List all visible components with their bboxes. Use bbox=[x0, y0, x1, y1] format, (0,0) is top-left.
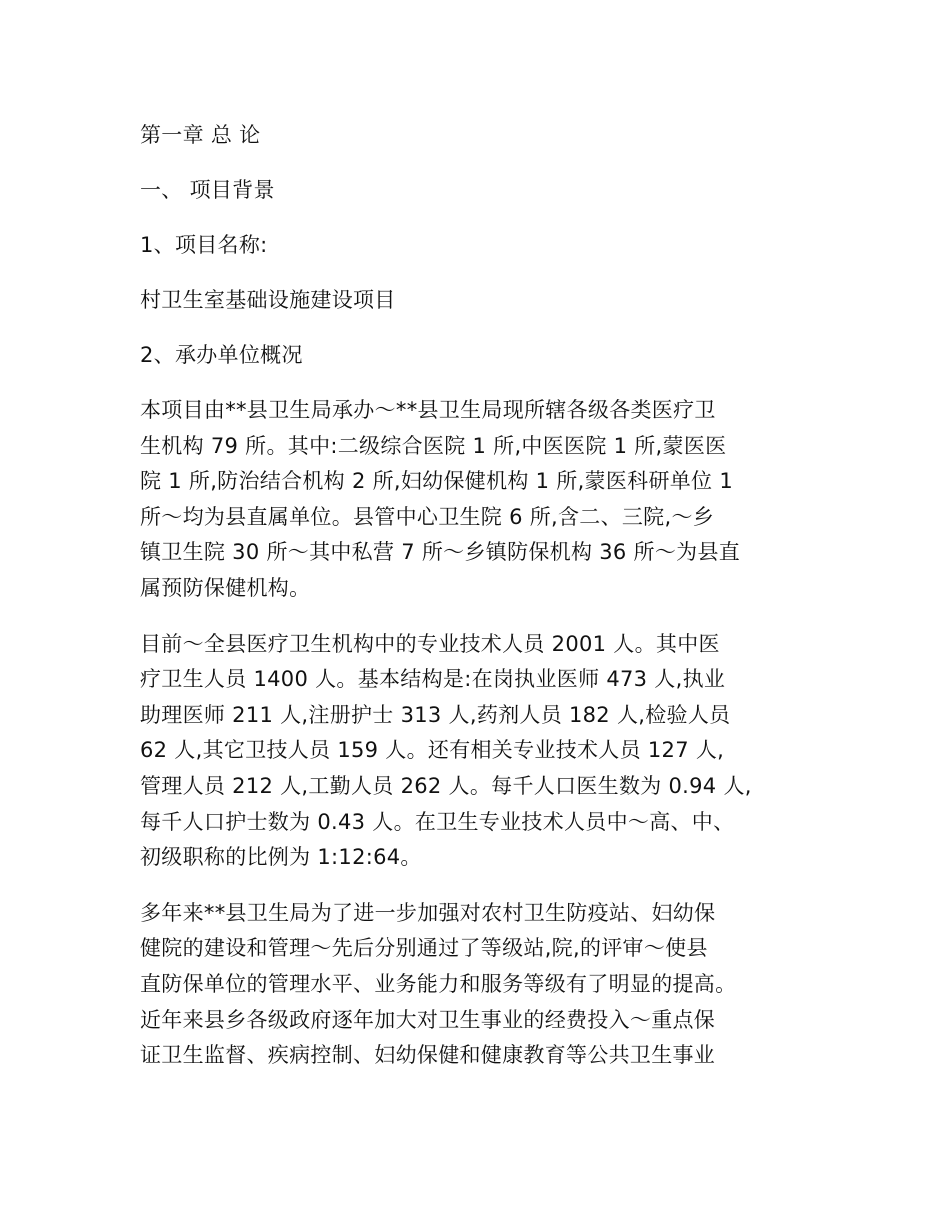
paragraph-line: 目前～全县医疗卫生机构中的专业技术人员 2001 人。其中医 bbox=[140, 631, 720, 656]
item2-title: 2、承办单位概况 bbox=[140, 343, 303, 367]
paragraph-line: 近年来县乡各级政府逐年加大对卫生事业的经费投入～重点保 bbox=[140, 1007, 716, 1032]
project-name: 村卫生室基础设施建设项目 bbox=[140, 288, 396, 312]
paragraph-line: 生机构 79 所。其中:二级综合医院 1 所,中医医院 1 所,蒙医医 bbox=[140, 433, 727, 458]
paragraph-organization bbox=[140, 393, 830, 607]
chapter-title: 第一章 总 论 bbox=[140, 123, 261, 147]
paragraph-staff bbox=[140, 627, 830, 876]
paragraph-line: 属预防保健机构。 bbox=[140, 575, 311, 600]
paragraph-line: 所～均为县直属单位。县管中心卫生院 6 所,含二、三院,～乡 bbox=[140, 504, 715, 529]
paragraph-line: 疗卫生人员 1400 人。基本结构是:在岗执业医师 473 人,执业 bbox=[140, 667, 726, 692]
paragraph-line: 健院的建设和管理～先后分别通过了等级站,院,的评审～使县 bbox=[140, 936, 708, 961]
paragraph-development bbox=[140, 896, 830, 1074]
section-title: 一、 项目背景 bbox=[140, 178, 275, 202]
paragraph-line: 多年来**县卫生局为了进一步加强对农村卫生防疫站、妇幼保 bbox=[140, 900, 716, 925]
paragraph-line: 本项目由**县卫生局承办～**县卫生局现所辖各级各类医疗卫 bbox=[140, 398, 716, 422]
paragraph-line: 证卫生监督、疾病控制、妇幼保健和健康教育等公共卫生事业 bbox=[140, 1043, 716, 1068]
paragraph-line: 初级职称的比例为 1:12:64。 bbox=[140, 845, 422, 870]
paragraph-line: 直防保单位的管理水平、业务能力和服务等级有了明显的提高。 bbox=[140, 971, 737, 996]
paragraph-line: 每千人口护士数为 0.43 人。在卫生专业技术人员中～高、中、 bbox=[140, 809, 735, 834]
paragraph-line: 助理医师 211 人,注册护士 313 人,药剂人员 182 人,检验人员 bbox=[140, 702, 731, 727]
paragraph-line: 院 1 所,防治结合机构 2 所,妇幼保健机构 1 所,蒙医科研单位 1 bbox=[140, 469, 733, 494]
paragraph-line: 管理人员 212 人,工勤人员 262 人。每千人口医生数为 0.94 人, bbox=[140, 773, 752, 798]
paragraph-line: 62 人,其它卫技人员 159 人。还有相关专业技术人员 127 人, bbox=[140, 738, 725, 763]
document-page bbox=[140, 118, 830, 1094]
paragraph-line: 镇卫生院 30 所～其中私营 7 所～乡镇防保机构 36 所～为县直 bbox=[140, 540, 741, 565]
item1-title: 1、项目名称: bbox=[140, 233, 268, 257]
